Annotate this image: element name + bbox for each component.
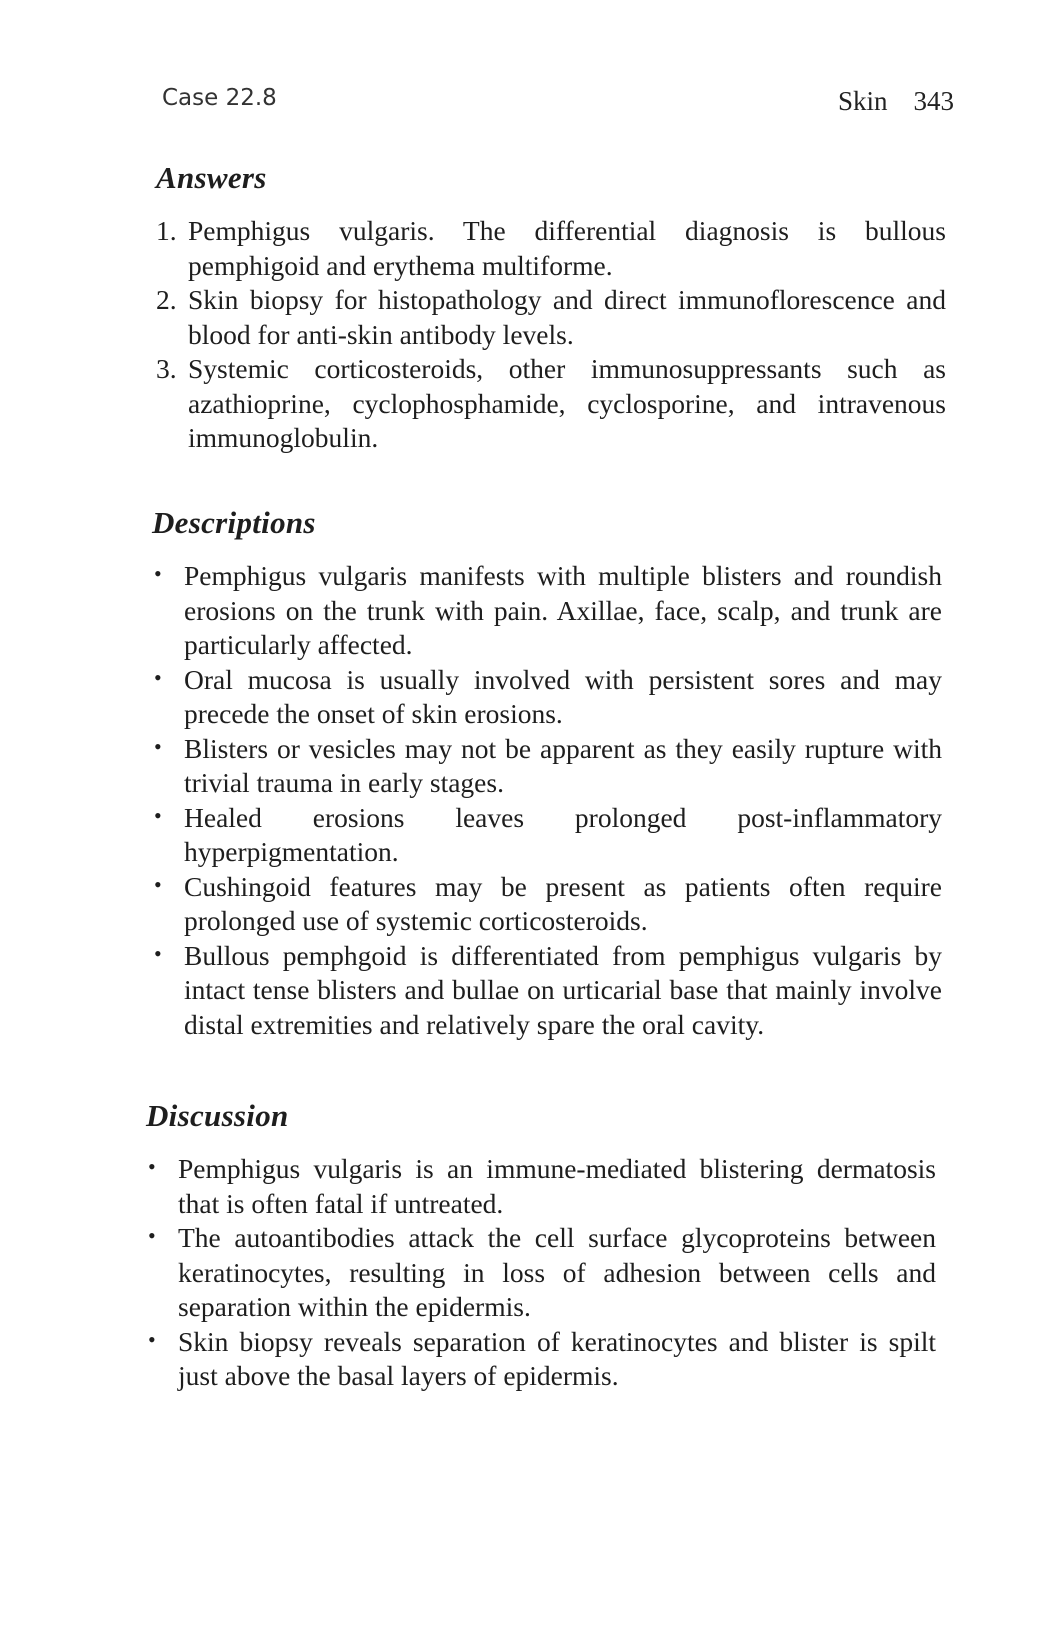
bullet-icon: • — [154, 733, 162, 759]
bullet-icon: • — [154, 561, 162, 586]
bullet-icon: • — [154, 871, 162, 897]
description-item — [152, 559, 942, 663]
answers-heading: Answers — [156, 160, 267, 195]
case-label: Case 22.8 — [162, 85, 277, 111]
description-item — [152, 801, 942, 870]
descriptions-heading: Descriptions — [152, 505, 316, 540]
descriptions-list — [152, 559, 942, 1042]
descriptions-section — [152, 505, 942, 1042]
description-text: Healed erosions leaves prolonged post-inflammatory hyperpigmentation. — [184, 801, 942, 867]
bullet-icon: • — [148, 1154, 156, 1179]
bullet-icon: • — [148, 1223, 156, 1248]
discussion-text: Skin biopsy reveals separation of keratinocytes and blister is spilt just above the basal layers of epidermis. — [178, 1325, 936, 1391]
answer-item — [156, 352, 946, 456]
bullet-icon: • — [154, 664, 162, 690]
bullet-icon: • — [148, 1326, 156, 1352]
answer-number: 1. — [156, 215, 177, 246]
description-item — [152, 939, 942, 1043]
description-text: Cushingoid features may be present as patients often require prolonged use of systemic corticosteroids. — [184, 870, 942, 936]
description-item — [152, 663, 942, 732]
page-number: 343 — [913, 86, 954, 116]
bullet-icon: • — [154, 940, 162, 966]
discussion-item — [146, 1221, 936, 1325]
description-text: Pemphigus vulgaris manifests with multiple blisters and roundish erosions on the trunk with pain. Axillae, face, scalp, and trunk are particularly affected. — [184, 560, 942, 660]
answer-item — [156, 283, 946, 352]
discussion-section — [146, 1098, 936, 1394]
description-item — [152, 732, 942, 801]
discussion-text: Pemphigus vulgaris is an immune-mediated blistering dermatosis that is often fatal if untreated. — [178, 1153, 936, 1219]
answers-section — [156, 160, 946, 456]
description-text: Oral mucosa is usually involved with persistent sores and may precede the onset of skin erosions. — [184, 663, 942, 729]
discussion-item — [146, 1152, 936, 1221]
discussion-item — [146, 1325, 936, 1394]
section-label: Skin — [837, 86, 888, 116]
answer-item — [156, 214, 946, 283]
description-text: Blisters or vesicles may not be apparent as they easily rupture with trivial trauma in early stages. — [184, 732, 942, 798]
discussion-text: The autoantibodies attack the cell surface glycoproteins between keratinocytes, resulting in loss of adhesion between cells and separation within the epidermis. — [178, 1222, 936, 1322]
answer-text: Pemphigus vulgaris. The differential diagnosis is bullous pemphigoid and erythema multiforme. — [188, 215, 946, 281]
answer-number: 2. — [156, 284, 177, 315]
description-text: Bullous pemphgoid is differentiated from pemphigus vulgaris by intact tense blisters and bullae on urticarial base that mainly involve distal extremities and relatively spare the oral cavity. — [184, 939, 942, 1040]
discussion-heading: Discussion — [146, 1098, 289, 1133]
discussion-list — [146, 1152, 936, 1394]
answers-list — [156, 214, 946, 456]
answer-text: Skin biopsy for histopathology and direct immunoflorescence and blood for anti-skin antibody levels. — [188, 284, 946, 350]
running-header — [838, 86, 954, 117]
answer-text: Systemic corticosteroids, other immunosuppressants such as azathioprine, cyclophosphamide, cyclosporine, and intravenous immunoglobulin. — [188, 353, 946, 453]
bullet-icon: • — [154, 802, 162, 828]
answer-number: 3. — [156, 353, 177, 384]
description-item — [152, 870, 942, 939]
